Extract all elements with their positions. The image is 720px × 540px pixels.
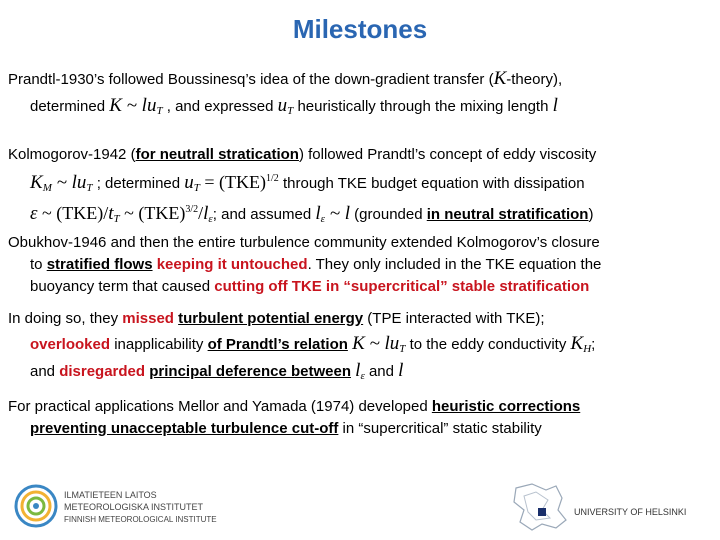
text: ; determined: [92, 175, 185, 192]
math: ~ l: [324, 203, 351, 224]
milestone-mellor-yamada: [8, 396, 714, 440]
line: [8, 144, 714, 166]
subscript: T: [399, 343, 406, 355]
text: For practical applications Mellor and Yamada (1974) developed: [8, 398, 432, 415]
fmi-name-fi: ILMATIETEEN LAITOS: [64, 490, 157, 500]
subscript: T: [113, 213, 120, 225]
line: Obukhov-1946 and then the entire turbulence community extended Kolmogorov’s closure: [8, 234, 600, 251]
line: [8, 360, 714, 387]
line: [8, 95, 714, 122]
text: Kolmogorov-1942 (: [8, 146, 136, 163]
text: ): [588, 206, 594, 223]
text: inapplicability: [110, 336, 208, 353]
math: l: [398, 360, 404, 381]
text: In doing so, they: [8, 310, 123, 327]
line: [8, 333, 714, 360]
highlighted-text: overlooked: [30, 336, 111, 353]
math: ~ (TKE): [119, 203, 186, 223]
math: ~ (TKE)/: [37, 203, 109, 223]
text: ; and assumed: [212, 206, 316, 223]
line: [8, 418, 714, 440]
math: t: [108, 203, 114, 224]
fmi-emblem-icon: [16, 486, 56, 526]
math: l: [552, 95, 558, 116]
highlighted-text: cutting off TKE in “supercritical” stable stratification: [214, 278, 590, 295]
milestone-prandtl: [8, 68, 714, 122]
text: and: [30, 363, 60, 380]
highlighted-text: keeping it untouched: [156, 256, 308, 273]
milestone-missed: [8, 308, 714, 387]
math: K: [493, 68, 507, 89]
fmi-logo: [12, 482, 240, 530]
text: through TKE budget equation with dissipation: [278, 175, 585, 192]
text: and: [364, 363, 399, 380]
line: [8, 276, 714, 298]
text: , and expressed: [162, 98, 278, 115]
math: K: [30, 172, 43, 193]
helsinki-map-icon: [514, 484, 566, 530]
subscript: H: [583, 343, 592, 355]
math: K ~ lu: [352, 333, 400, 354]
text: ;: [591, 336, 596, 353]
text: (TPE interacted with TKE);: [363, 310, 545, 327]
highlighted-text: missed: [122, 310, 174, 327]
highlighted-text: disregarded: [59, 363, 146, 380]
subscript: T: [156, 105, 163, 117]
line: [8, 199, 714, 230]
math: l: [203, 203, 209, 224]
underlined-text: of Prandtl’s relation: [207, 336, 348, 353]
text: buoyancy term that caused: [30, 278, 215, 295]
superscript: 3/2: [185, 204, 199, 215]
fmi-name-en: FINNISH METEOROLOGICAL INSTITUTE: [64, 515, 217, 524]
underlined-text: turbulent potential energy: [178, 310, 364, 327]
math: l: [315, 203, 321, 224]
line: [8, 68, 714, 91]
text: determined: [30, 98, 110, 115]
subscript: T: [86, 182, 93, 194]
text: heuristically through the mixing length: [293, 98, 553, 115]
slide-title: Milestones: [292, 14, 428, 44]
superscript: 1/2: [266, 173, 279, 184]
subscript: ε: [320, 213, 325, 225]
text: -theory),: [506, 71, 563, 88]
text: to the eddy conductivity: [405, 336, 571, 353]
math: l: [355, 360, 361, 381]
math: K: [570, 333, 584, 354]
math: /: [198, 203, 204, 223]
underlined-text: for neutrall stratication: [135, 146, 299, 163]
math: = (TKE): [199, 172, 267, 192]
underlined-text: heuristic corrections: [431, 398, 581, 415]
math: u: [184, 172, 194, 193]
text: ) followed Prandtl’s concept of eddy viscosity: [298, 146, 597, 163]
text: (grounded: [350, 206, 427, 223]
subscript: T: [287, 105, 294, 117]
math: u: [277, 95, 288, 116]
text: Prandtl-1930’s followed Boussinesq’s idea of the down-gradient transfer (: [8, 71, 494, 88]
university-of-helsinki-logo: [512, 482, 712, 532]
fmi-name-sv: METEOROLOGISKA INSTITUTET: [64, 502, 204, 512]
underlined-text: principal deference between: [149, 363, 351, 380]
math: ε: [30, 203, 38, 224]
math: ~ lu: [51, 172, 87, 193]
text: to: [30, 256, 47, 273]
subscript: ε: [208, 213, 213, 225]
subscript: M: [42, 182, 52, 194]
line: [8, 168, 714, 199]
math: K ~ lu: [109, 95, 157, 116]
text: in “supercritical” static stability: [338, 420, 542, 437]
underlined-text: in neutral stratification: [426, 206, 589, 223]
line: [8, 396, 714, 418]
text: . They only included in the TKE equation the: [307, 256, 602, 273]
underlined-text: stratified flows: [46, 256, 153, 273]
milestone-obukhov: [8, 232, 714, 298]
subscript: T: [193, 182, 200, 194]
university-name: UNIVERSITY OF HELSINKI: [574, 507, 687, 517]
underlined-text: preventing unacceptable turbulence cut-off: [30, 420, 339, 437]
milestone-kolmogorov: [8, 144, 714, 230]
line: [8, 254, 714, 276]
line: [8, 308, 714, 330]
subscript: ε: [360, 370, 365, 382]
